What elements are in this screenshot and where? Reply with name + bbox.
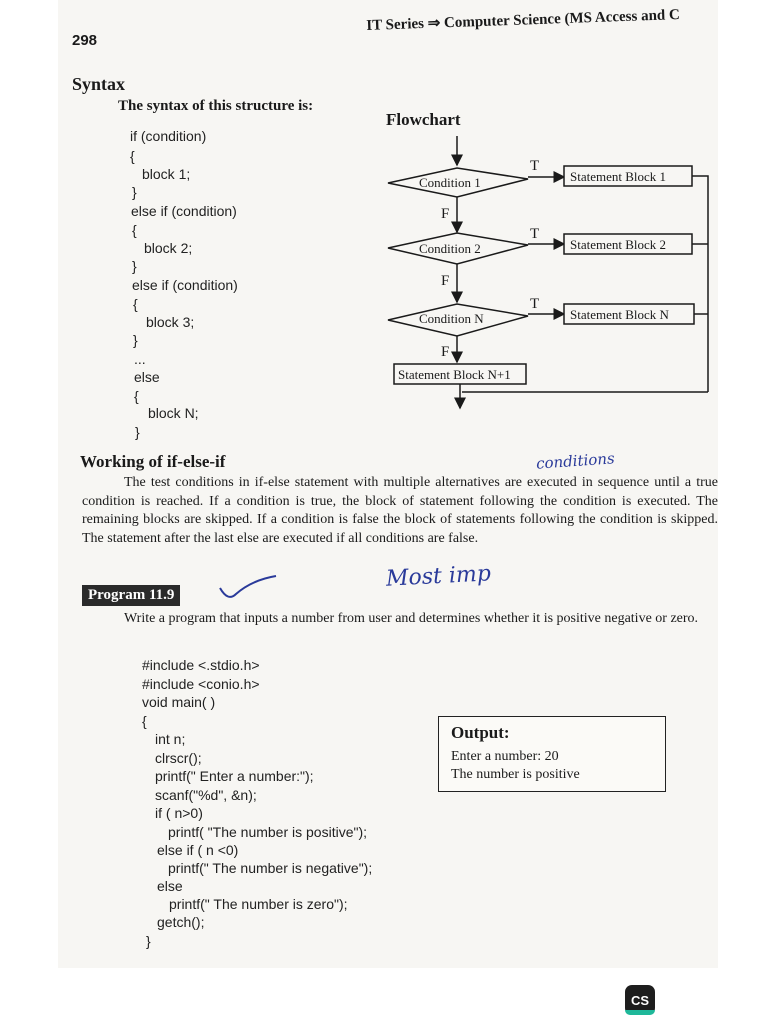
false-label: F (441, 344, 450, 360)
true-label: T (530, 296, 540, 312)
handwritten-annotation: conditions (535, 449, 616, 473)
flowchart-title: Flowchart (386, 110, 461, 129)
statement-block-1-label: Statement Block 1 (570, 169, 667, 184)
statement-block-n1-label: Statement Block N+1 (398, 367, 511, 382)
syntax-heading: Syntax (72, 74, 126, 94)
code-line: { (130, 148, 135, 164)
syntax-intro: The syntax of this structure is: (118, 98, 314, 114)
code-line: block 1; (142, 166, 191, 182)
code-line: else if ( n <0) (157, 842, 239, 858)
code-line: else (157, 878, 183, 894)
running-header: IT Series ⇒ Computer Science (MS Access and C (366, 7, 681, 34)
code-line: } (135, 424, 140, 440)
code-line: int n; (155, 731, 186, 747)
code-line: } (132, 184, 137, 200)
output-title: Output: (451, 723, 510, 742)
code-line: #include <.stdio.h> (142, 657, 260, 673)
connector-1 (692, 176, 708, 392)
checkmark-icon (218, 572, 280, 604)
true-label: T (530, 226, 540, 242)
code-line: else if (condition) (132, 277, 238, 293)
handwritten-note-most-imp: Most imp (385, 561, 492, 592)
condition-1-label: Condition 1 (419, 175, 481, 190)
code-line: printf( "The number is positive"); (168, 824, 368, 840)
code-line: block 2; (144, 240, 193, 256)
code-line: clrscr(); (155, 750, 202, 766)
code-line: ... (134, 351, 146, 367)
code-line: { (133, 296, 138, 312)
working-paragraph (82, 474, 718, 548)
false-label: F (441, 206, 450, 222)
false-label: F (441, 273, 450, 289)
output-line: The number is positive (451, 767, 580, 782)
code-line: scanf("%d", &n); (155, 787, 257, 803)
program-description (82, 610, 718, 628)
condition-n-label: Condition N (419, 311, 484, 326)
true-label: T (530, 158, 540, 174)
code-line: } (146, 933, 151, 949)
code-line: { (134, 388, 139, 404)
program-label: Program 11.9 (82, 585, 180, 606)
statement-block-2-label: Statement Block 2 (570, 237, 667, 252)
code-line: if ( n>0) (155, 805, 203, 821)
code-line: } (132, 258, 137, 274)
working-paragraph-text: The test conditions in if-else statement with multiple alternatives are executed in sequence until a true condition is reached. If a condition is true, the block of statement following the condition is executed. The remaining blocks are skipped. If a condition is false the block of statements following the condition is skipped. The statement after the last else are executed if all conditions are false. (82, 475, 718, 546)
code-line: printf(" The number is zero"); (169, 896, 348, 912)
logo-text: CS (630, 992, 650, 1008)
code-line: block 3; (146, 314, 195, 330)
code-line: void main( ) (142, 694, 216, 710)
code-line: getch(); (157, 914, 205, 930)
code-line: #include <conio.h> (142, 676, 260, 692)
code-line: } (133, 332, 138, 348)
output-line: Enter a number: 20 (451, 749, 559, 764)
page-number: 298 (72, 32, 98, 49)
working-heading: Working of if-else-if (80, 452, 226, 471)
code-line: else if (condition) (131, 203, 237, 219)
code-line: printf(" The number is negative"); (168, 860, 373, 876)
condition-2-label: Condition 2 (419, 241, 481, 256)
camscanner-logo (625, 985, 655, 1015)
flowchart-diagram (380, 130, 714, 415)
code-line: { (132, 222, 137, 238)
code-line: printf(" Enter a number:"); (155, 768, 314, 784)
code-line: else (134, 369, 160, 385)
output-box (438, 716, 666, 792)
code-line: if (condition) (130, 128, 207, 144)
program-description-text: Write a program that inputs a number from user and determines whether it is positive negative or zero. (124, 611, 699, 626)
code-line: { (142, 713, 147, 729)
statement-block-n-label: Statement Block N (570, 307, 669, 322)
code-line: block N; (148, 405, 199, 421)
